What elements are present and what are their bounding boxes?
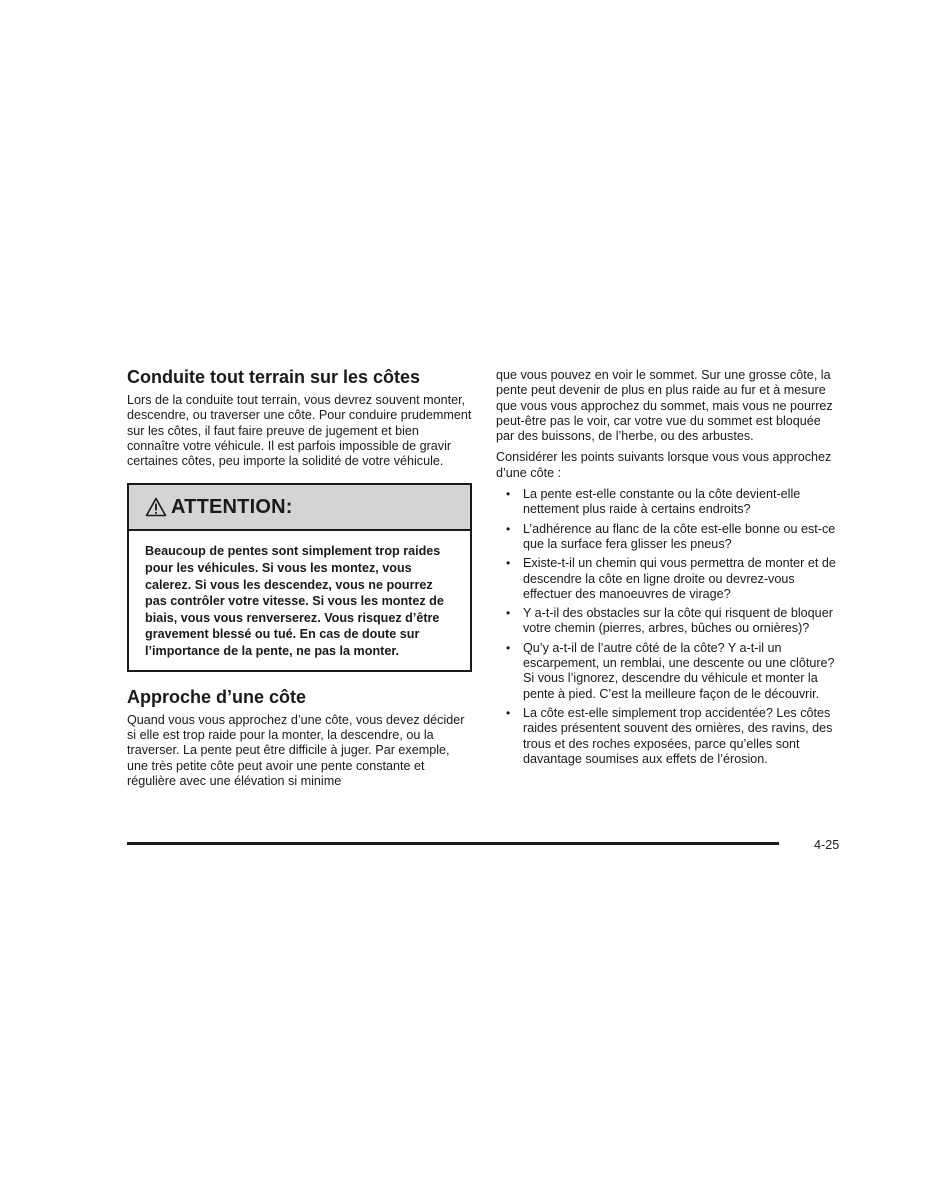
- attention-text: Beaucoup de pentes sont simplement trop raides pour les véhicules. Si vous les montez, vous calerez. Si vous les descendez, vous ne pourrez pas contrôler votre vitesse. Si vous les montez de biais, vous vous renverserez. Vous risquez d’être gravement blessé ou tué. En cas de doute sur l’importance de la pente, ne pas la monter.: [145, 544, 444, 659]
- bullet-icon: •: [506, 705, 511, 720]
- list-item-text: Existe-t-il un chemin qui vous permettra de monter et de descendre la côte en ligne droite ou devrez-vous effectuer des manoeuvres de virage?: [523, 556, 836, 601]
- attention-title: ATTENTION:: [171, 495, 293, 518]
- considerations-list: [496, 487, 842, 767]
- bullet-icon: •: [506, 556, 511, 571]
- list-item-text: La côte est-elle simplement trop accidentée? Les côtes raides présentent souvent des ornières, des ravins, des trous et des roches exposées, parce qu’elles sont davantage soumises aux effets de l’érosion.: [523, 705, 833, 766]
- bullet-icon: •: [506, 606, 511, 621]
- approach-paragraph: Quand vous vous approchez d’une côte, vous devez décider si elle est trop raide pour la monter, la descendre, ou la traverser. La pente peut être difficile à juger. Par exemple, une très petite côte peut avoir une pente constante et régulière avec une élévation si minime: [127, 712, 465, 788]
- list-item-text: Y a-t-il des obstacles sur la côte qui risquent de bloquer votre chemin (pierres, arbres, bûches ou ornières)?: [523, 606, 833, 636]
- list-item-text: L’adhérence au flanc de la côte est-elle bonne ou est-ce que la surface fera glisser les pneus?: [523, 521, 836, 551]
- bullet-icon: •: [506, 521, 511, 536]
- list-item: [496, 556, 842, 602]
- left-column: [127, 366, 472, 795]
- list-item: [496, 487, 842, 518]
- continued-paragraph: que vous pouvez en voir le sommet. Sur une grosse côte, la pente peut devenir de plus en plus raide au fur et à mesure que vous vous approchez du sommet, mais vous ne pourrez peut-être pas le voir, car votre vue du sommet est bloquée par des buissons, de l’herbe, ou des arbustes.: [496, 368, 833, 444]
- bullet-icon: •: [506, 640, 511, 655]
- list-item: [496, 522, 842, 553]
- bullet-icon: •: [506, 487, 511, 502]
- section-heading-approach: Approche d’une côte: [127, 686, 307, 707]
- attention-header: [129, 485, 470, 531]
- intro-paragraph: Lors de la conduite tout terrain, vous devrez souvent monter, descendre, ou traverser une côte. Pour conduire prudemment sur les côtes, il faut faire preuve de jugement et bien connaître votre véhicule. Il est parfois impossible de gravir certaines côtes, peu importe la solidité de votre véhicule.: [127, 393, 472, 469]
- list-item: [496, 606, 842, 637]
- points-intro: Considérer les points suivants lorsque vous vous approchez d’une côte :: [496, 450, 832, 480]
- section-heading-offroad-hills: Conduite tout terrain sur les côtes: [127, 367, 421, 387]
- attention-box: [127, 483, 472, 671]
- list-item-text: La pente est-elle constante ou la côte devient-elle nettement plus raide à certains endroits?: [523, 487, 801, 517]
- list-item: [496, 706, 842, 767]
- list-item-text: Qu’y a-t-il de l’autre côté de la côte? Y a-t-il un escarpement, un remblai, une descente ou une clôture? Si vous l’ignorez, descendre du véhicule et monter la pente à pied. C’est la meilleure façon de le découvrir.: [523, 640, 835, 701]
- warning-triangle-icon: [145, 497, 167, 517]
- list-item: [496, 641, 842, 702]
- page-number: 4-25: [814, 838, 840, 852]
- right-column: [496, 368, 842, 771]
- footer-rule: [127, 842, 779, 845]
